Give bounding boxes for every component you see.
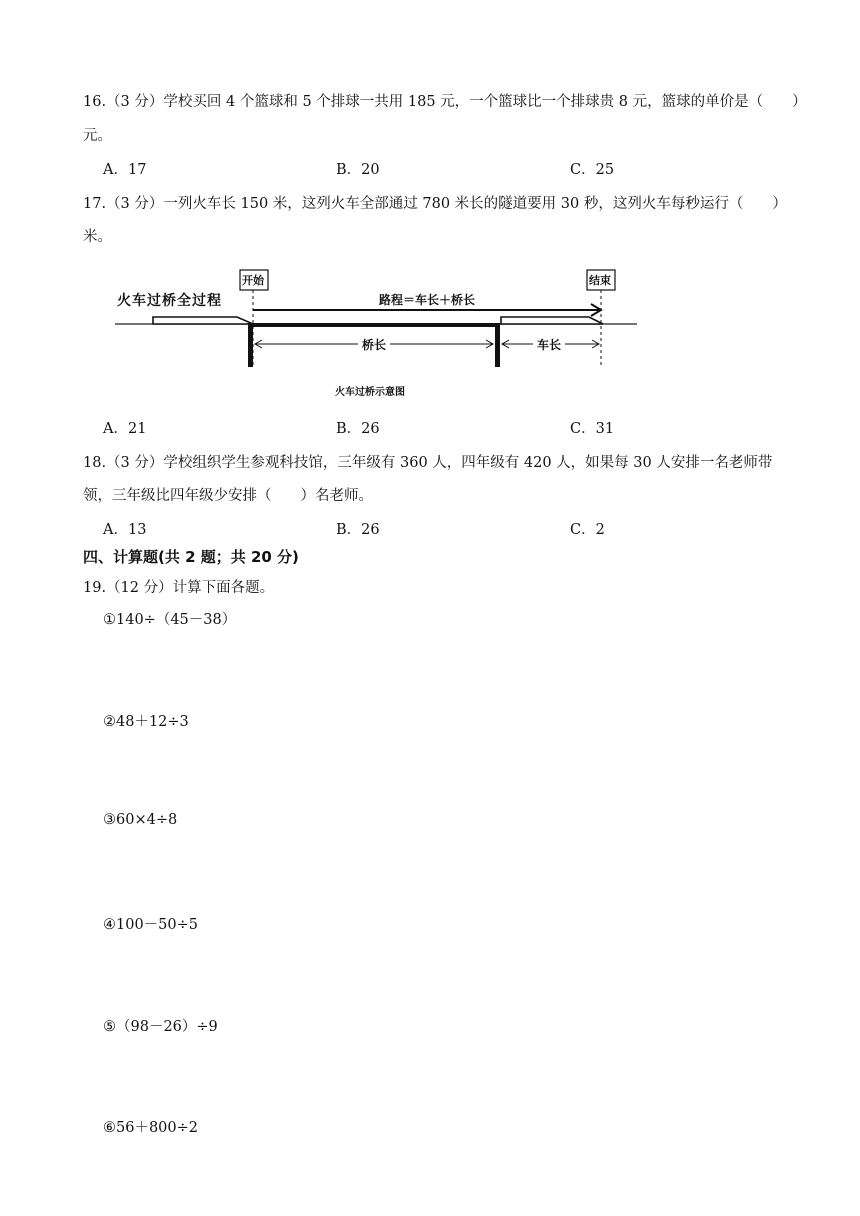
train-bridge-diagram xyxy=(115,262,645,407)
bridge-pier-left xyxy=(248,323,253,367)
q18-option-b: B．26 xyxy=(336,522,380,538)
distance-formula: 路程＝车长＋桥长 xyxy=(379,293,476,307)
q19-item-1: ①140÷（45－38） xyxy=(103,612,237,628)
q17-option-a: A．21 xyxy=(103,421,147,437)
q17-stem-line1: 17.（3 分）一列火车长 150 米，这列火车全部通过 780 米长的隧道要用 30 秒，这列火车每秒运行（ ） xyxy=(83,196,787,212)
q19-item-3: ③60×4÷8 xyxy=(103,812,178,828)
q19-item-5: ⑤（98－26）÷9 xyxy=(103,1019,218,1035)
q17-option-c: C．31 xyxy=(570,421,615,437)
q17-stem-line2: 米。 xyxy=(83,229,112,245)
q18-stem-line1: 18.（3 分）学校组织学生参观科技馆，三年级有 360 人，四年级有 420 人，如果每 30 人安排一名老师带 xyxy=(83,455,773,471)
q16-option-a: A．17 xyxy=(103,162,147,178)
q19-stem: 19.（12 分）计算下面各题。 xyxy=(83,580,275,596)
q19-item-2: ②48＋12÷3 xyxy=(103,714,189,730)
q18-option-a: A．13 xyxy=(103,522,147,538)
q17-option-b: B．26 xyxy=(336,421,380,437)
bridge-deck xyxy=(248,323,498,327)
bridge-length-label: 桥长 xyxy=(358,336,390,353)
q16-option-c: C．25 xyxy=(570,162,615,178)
train-end-shape xyxy=(501,317,603,324)
q18-stem-line2: 领，三年级比四年级少安排（ ）名老师。 xyxy=(83,488,373,504)
q18-option-c: C．2 xyxy=(570,522,605,538)
diagram-caption: 火车过桥示意图 xyxy=(335,387,405,398)
end-label: 结束 xyxy=(589,274,611,287)
q16-stem-line1: 16.（3 分）学校买回 4 个篮球和 5 个排球一共用 185 元，一个篮球比一个排球贵 8 元，篮球的单价是（ ） xyxy=(83,94,807,110)
train-start-shape xyxy=(153,317,253,324)
section-heading: 四、计算题(共 2 题；共 20 分) xyxy=(83,548,299,566)
q16-option-b: B．20 xyxy=(336,162,380,178)
train-length-label: 车长 xyxy=(533,336,565,353)
q19-item-4: ④100－50÷5 xyxy=(103,917,199,933)
start-label: 开始 xyxy=(242,274,264,287)
q16-stem-line2: 元。 xyxy=(83,128,112,144)
process-label: 火车过桥全过程 xyxy=(117,293,222,309)
bridge-pier-right xyxy=(495,323,500,367)
q19-item-6: ⑥56＋800÷2 xyxy=(103,1120,199,1136)
